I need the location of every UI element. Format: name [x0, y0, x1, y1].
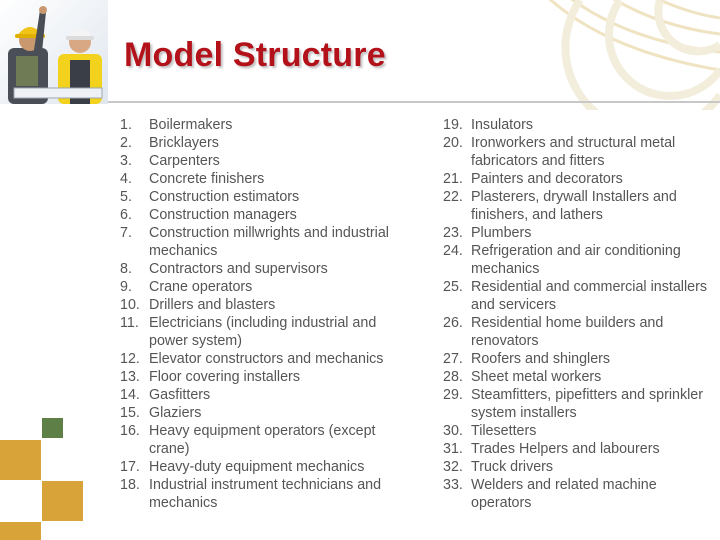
list-item: 19. Insulators — [443, 117, 533, 133]
list-item: 8. Contractors and supervisors — [120, 261, 328, 277]
list-item: 26. Residential home builders and renovators — [443, 315, 664, 349]
decorative-square-gold-icon — [42, 481, 83, 521]
list-item: 7. Construction millwrights and industrial mechanics — [120, 225, 389, 259]
slide-title: Model Structure — [124, 36, 386, 74]
list-item: 28. Sheet metal workers — [443, 369, 602, 385]
list-item: 16. Heavy equipment operators (except crane) — [120, 423, 376, 457]
list-item: 14. Gasfitters — [120, 387, 211, 403]
title-divider — [108, 101, 720, 103]
list-item: 33. Welders and related machine operators — [443, 477, 657, 511]
list-item: 9. Crane operators — [120, 279, 253, 295]
list-item: 13. Floor covering installers — [120, 369, 300, 385]
list-item: 24. Refrigeration and air conditioning mechanics — [443, 243, 681, 277]
list-item: 2. Bricklayers — [120, 135, 219, 151]
workers-photo — [0, 0, 108, 104]
list-item: 4. Concrete finishers — [120, 171, 265, 187]
list-item: 11. Electricians (including industrial and power system) — [120, 315, 377, 349]
list-item: 25. Residential and commercial installers and servicers — [443, 279, 707, 313]
list-item: 17. Heavy-duty equipment mechanics — [120, 459, 365, 475]
list-item: 32. Truck drivers — [443, 459, 554, 475]
list-item: 20. Ironworkers and structural metal fabricators and fitters — [443, 135, 676, 169]
list-item: 12. Elevator constructors and mechanics — [120, 351, 384, 367]
list-item: 1. Boilermakers — [120, 117, 233, 133]
decorative-square-green-icon — [42, 418, 63, 438]
list-item: 27. Roofers and shinglers — [443, 351, 611, 367]
list-item: 22. Plasterers, drywall Installers and finishers, and lathers — [443, 189, 677, 223]
list-item: 30. Tilesetters — [443, 423, 537, 439]
list-item: 18. Industrial instrument technicians and mechanics — [120, 477, 382, 511]
list-item: 21. Painters and decorators — [443, 171, 623, 187]
trades-list-right — [443, 116, 713, 512]
list-item: 31. Trades Helpers and labourers — [443, 441, 660, 457]
list-item: 6. Construction managers — [120, 207, 297, 223]
list-item: 3. Carpenters — [120, 153, 220, 169]
list-item: 23. Plumbers — [443, 225, 532, 241]
decorative-square-gold-icon — [0, 440, 41, 480]
decorative-square-gold-icon — [0, 522, 41, 540]
list-item: 15. Glaziers — [120, 405, 202, 421]
list-item: 29. Steamfitters, pipefitters and sprinkler system installers — [443, 387, 704, 421]
list-item: 5. Construction estimators — [120, 189, 300, 205]
trades-list-left — [120, 116, 410, 512]
list-item: 10. Drillers and blasters — [120, 297, 276, 313]
